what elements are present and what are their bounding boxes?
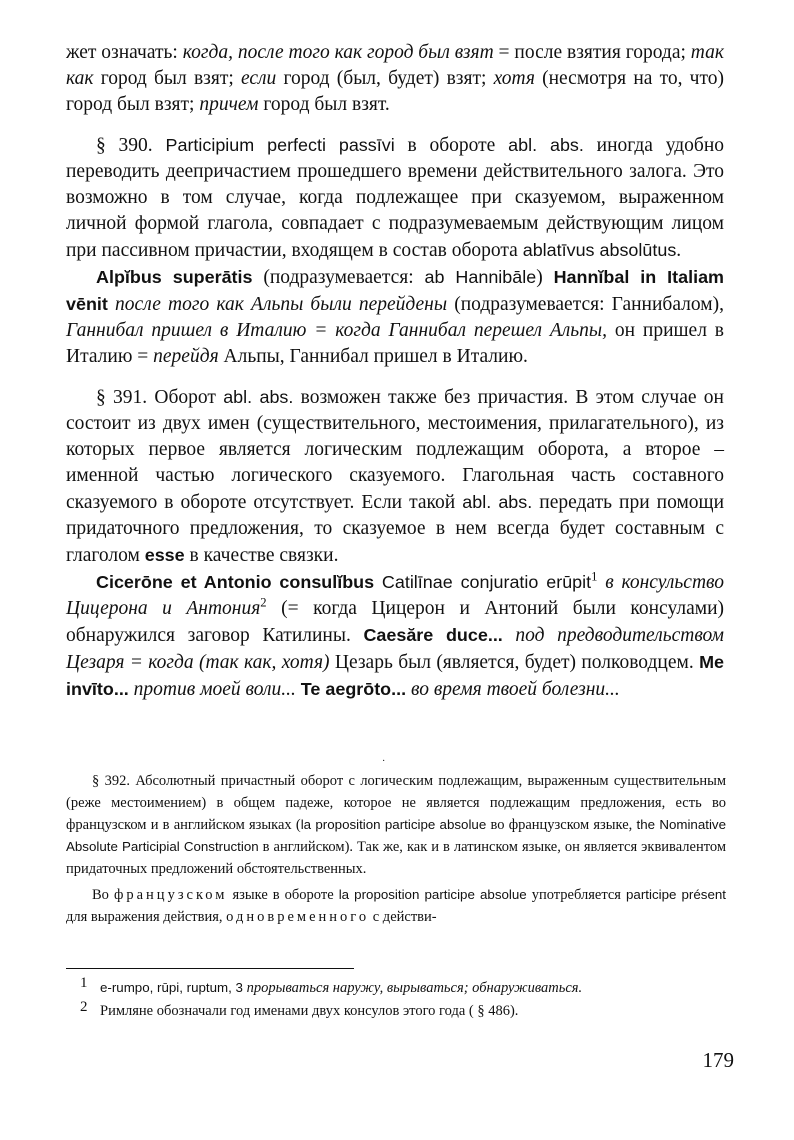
text: в обороте [394,135,509,156]
latin-term: ab Hannibāle [424,267,537,287]
latin-term: Catilīnae conjuratio erūpit [381,572,592,592]
italic-text: причем [199,94,259,115]
text: с действи- [369,909,437,925]
italic-text: Ганнибал пришел в Италию = когда Ганнибал перешел Альпы, [66,320,607,341]
text: передать при помощи придаточного предложения, то сказуемое в нем всегда будет составным с глаголом [66,492,725,566]
main-text [66,40,724,703]
latin-example: Hannĭbal in Italiam vēnit [66,267,724,314]
text: город (был, будет) взят; [276,68,494,89]
text [153,135,166,156]
text: (= когда Цицерон и Антоний были консулами) обнаружился заговор Катилины. [66,598,725,646]
spaced-text: одновременного [226,909,370,925]
section-390 [66,132,724,264]
text: он пришел в Италию = [66,320,724,367]
text: (несмотря на то, что) город был взят; [66,68,724,115]
text: ) [536,267,554,288]
italic-text: в консульство Цицерона и Антония [66,572,725,619]
text: Во [92,887,114,903]
latin-example: Te aegrōto... [300,679,407,699]
footnote-ref: 1 [591,569,598,584]
text: Оборот [147,387,224,408]
footnotes [80,975,740,1023]
text: во французском языке, [486,817,637,833]
text [108,294,115,315]
text: иногда удобно переводить деепричастием прошедшего времени действительного залога. Это возможно в том случае, когда подлежащее при сказуемом, выраженном личной формой глагола, совпадает с подразумеваемым действующим лицом при пассивном причастии, входящем в состав оборота [66,135,724,261]
latin-example: Caesăre duce... [363,625,503,645]
latin-term: la proposition participe absolue [338,887,527,902]
footnote-number: 2 [80,999,88,1015]
section-number: § 391. [96,387,148,408]
section-number: § 390. [96,135,153,156]
latin-example: Me invīto... [66,652,724,699]
small-print-section [66,770,726,928]
footnote-ref: 2 [260,595,267,610]
example-391 [66,569,724,703]
footnote-number: 1 [80,975,88,991]
text: языке в обороте [227,887,339,903]
example-390 [66,264,724,370]
latin-term: e-rumpo, rūpi, ruptum, 3 [100,980,247,995]
italic-text: хотя [493,68,535,89]
italic-text: перейдя [153,346,219,367]
separator-dot: · [382,756,386,767]
italic-text: если [240,68,277,89]
footnote-2 [80,999,740,1023]
text: город был взят; [93,68,241,89]
italic-text: во время твоей болезни... [410,679,620,700]
text: . [676,240,682,261]
italic-text: когда, после того как город был взят [182,42,494,63]
text: употребляется [526,887,627,903]
latin-term: the Nominative Absolute Participial Construction [66,817,726,854]
section-number: § 392. [92,773,130,789]
text: Римляне обозначали год именами двух консулов этого года ( § 486). [100,1003,519,1019]
text: = после взятия города; [493,42,691,63]
latin-term: abl. abs. [508,135,584,155]
footnote-divider [66,968,354,969]
text: город был взят. [258,94,390,115]
section-391 [66,384,724,569]
text: в качестве связки. [184,545,339,566]
text: (подразумевается: [252,267,425,288]
latin-term: ablatīvus absolūtus [522,240,677,260]
text: жет означать: [66,42,183,63]
italic-text: так как [66,42,724,89]
latin-term: esse [144,545,185,565]
text: Абсолютный причастный оборот с логическим подлежащим, выраженным существительным (реже местоимением) в общем падеже, которое не является подлежащим предложения, есть во французском и в английском языках ( [66,773,727,833]
italic-text: против моей воли... [133,679,296,700]
text [503,625,516,646]
latin-example: Alpĭbus superātis [96,267,253,287]
text: (подразумевается: Ганнибалом), [447,294,724,315]
text: для выражения действия, [66,909,227,925]
text: в английском). Так же, как и в латинском языке, он является эквивалентом придаточных предложений обстоятельственных. [66,839,726,877]
latin-example: Cicerōne et Antonio consulĭbus [96,572,375,592]
italic-text: прорываться наружу, вырываться; обнаруживаться. [246,980,583,996]
latin-term: Participium perfecti passīvi [165,135,395,155]
italic-text: после того как Альпы были перейдены [115,294,448,315]
text: Цезарь был (является, будет) полководцем. [329,652,700,673]
latin-term: la proposition participe absolue [300,817,487,832]
text [374,572,382,593]
text: Альпы, Ганнибал пришел в Италию. [218,346,528,367]
latin-term: abl. abs. [462,492,533,512]
text: возможен также без причастия. В этом случае он состоит из двух имен (существительного, местоимения, прилагательного), из которых первое является логическим подлежащим оборота, а второе – именной частью логического сказуемого. Глагольная часть составного сказуемого в обороте отсутствует. Если такой [66,387,724,513]
spaced-text: французском [113,887,228,903]
footnote-1 [80,975,740,1000]
french-paragraph [66,884,726,928]
latin-term: abl. abs. [223,387,294,407]
page-number: 179 [702,1048,734,1072]
italic-text: под предводительством Цезаря = когда (так как, хотя) [66,625,724,673]
section-392 [66,770,726,880]
paragraph-continued [66,40,724,118]
latin-term: participe présent [626,887,726,902]
